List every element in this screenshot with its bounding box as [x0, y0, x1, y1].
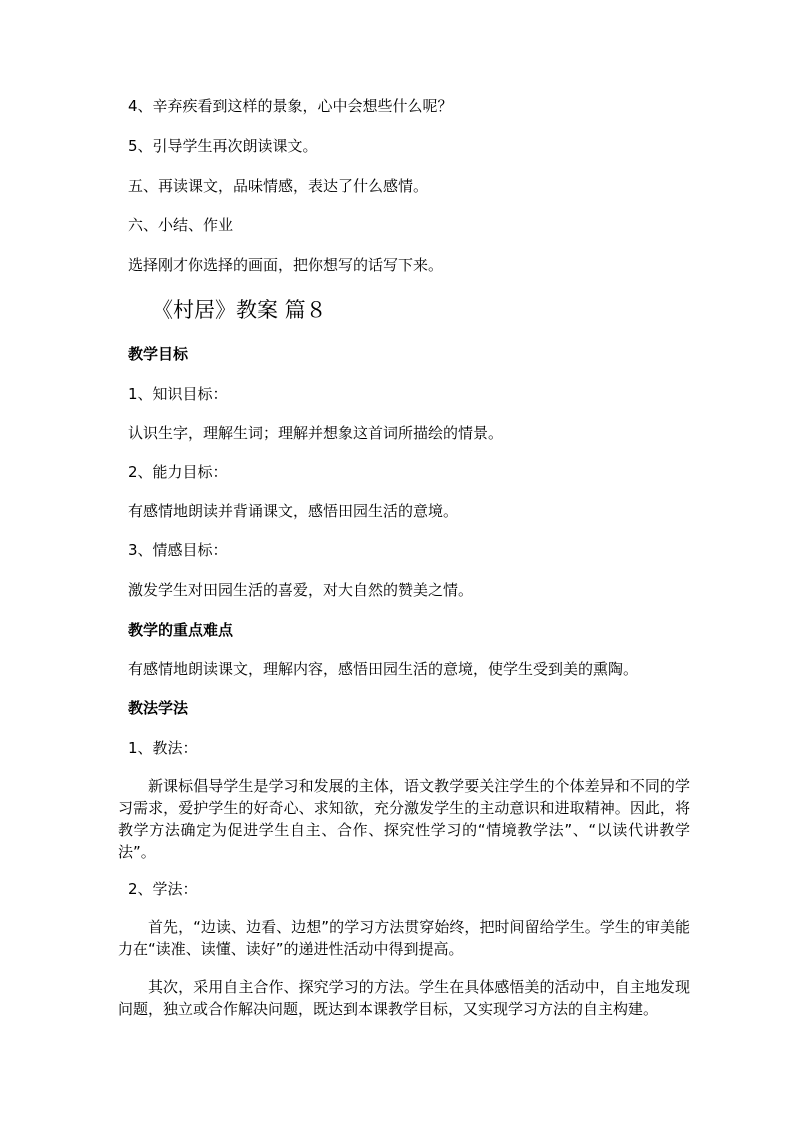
ability-goal-text: 有感情地朗读并背诵课文，感悟田园生活的意境。 [128, 502, 459, 520]
emotion-goal-label: 3、情感目标： [128, 541, 228, 559]
step-five-heading: 五、再读课文，品味情感，表达了什么感情。 [128, 177, 429, 195]
teaching-method-label: 1、教法： [128, 739, 198, 757]
learning-method-label: 2、学法： [128, 880, 198, 898]
teaching-method-paragraph: 新课标倡导学生是学习和发展的主体，语文教学要关注学生的个体差异和不同的学习需求，爱护学生的好奇心、求知欲，充分激发学生的主动意识和进取精神。因此，将教学方法确定为促进学生自主、合作、探究性学习的“情境教学法”、“以读代讲教学法”。 [118, 777, 690, 861]
step-six-heading: 六、小结、作业 [128, 216, 234, 234]
knowledge-goal-text: 认识生字，理解生词；理解并想象这首词所描绘的情景。 [128, 424, 504, 442]
step-5-text: 5、引导学生再次朗读课文。 [128, 137, 318, 155]
emotion-goal-text: 激发学生对田园生活的喜爱，对大自然的赞美之情。 [128, 581, 474, 599]
key-points-heading: 教学的重点难点 [128, 621, 234, 639]
homework-text: 选择刚才你选择的画面，把你想写的话写下来。 [128, 256, 444, 274]
teaching-goals-heading: 教学目标 [128, 345, 189, 363]
lesson-title: 《村居》教案 篇８ [152, 298, 327, 322]
methods-heading: 教法学法 [128, 699, 189, 717]
ability-goal-label: 2、能力目标： [128, 463, 228, 481]
step-4-text: 4、辛弃疾看到这样的景象，心中会想些什么呢？ [128, 97, 453, 115]
learning-method-paragraph-2: 其次，采用自主合作、探究学习的方法。学生在具体感悟美的活动中，自主地发现问题，独立或合作解决问题，既达到本课教学目标，又实现学习方法的自主构建。 [118, 978, 690, 1018]
key-points-text: 有感情地朗读课文，理解内容，感悟田园生活的意境，使学生受到美的熏陶。 [128, 660, 639, 678]
learning-method-paragraph-1: 首先，“边读、边看、边想”的学习方法贯穿始终，把时间留给学生。学生的审美能力在“读准、读懂、读好”的递进性活动中得到提高。 [118, 918, 690, 958]
knowledge-goal-label: 1、知识目标： [128, 385, 228, 403]
